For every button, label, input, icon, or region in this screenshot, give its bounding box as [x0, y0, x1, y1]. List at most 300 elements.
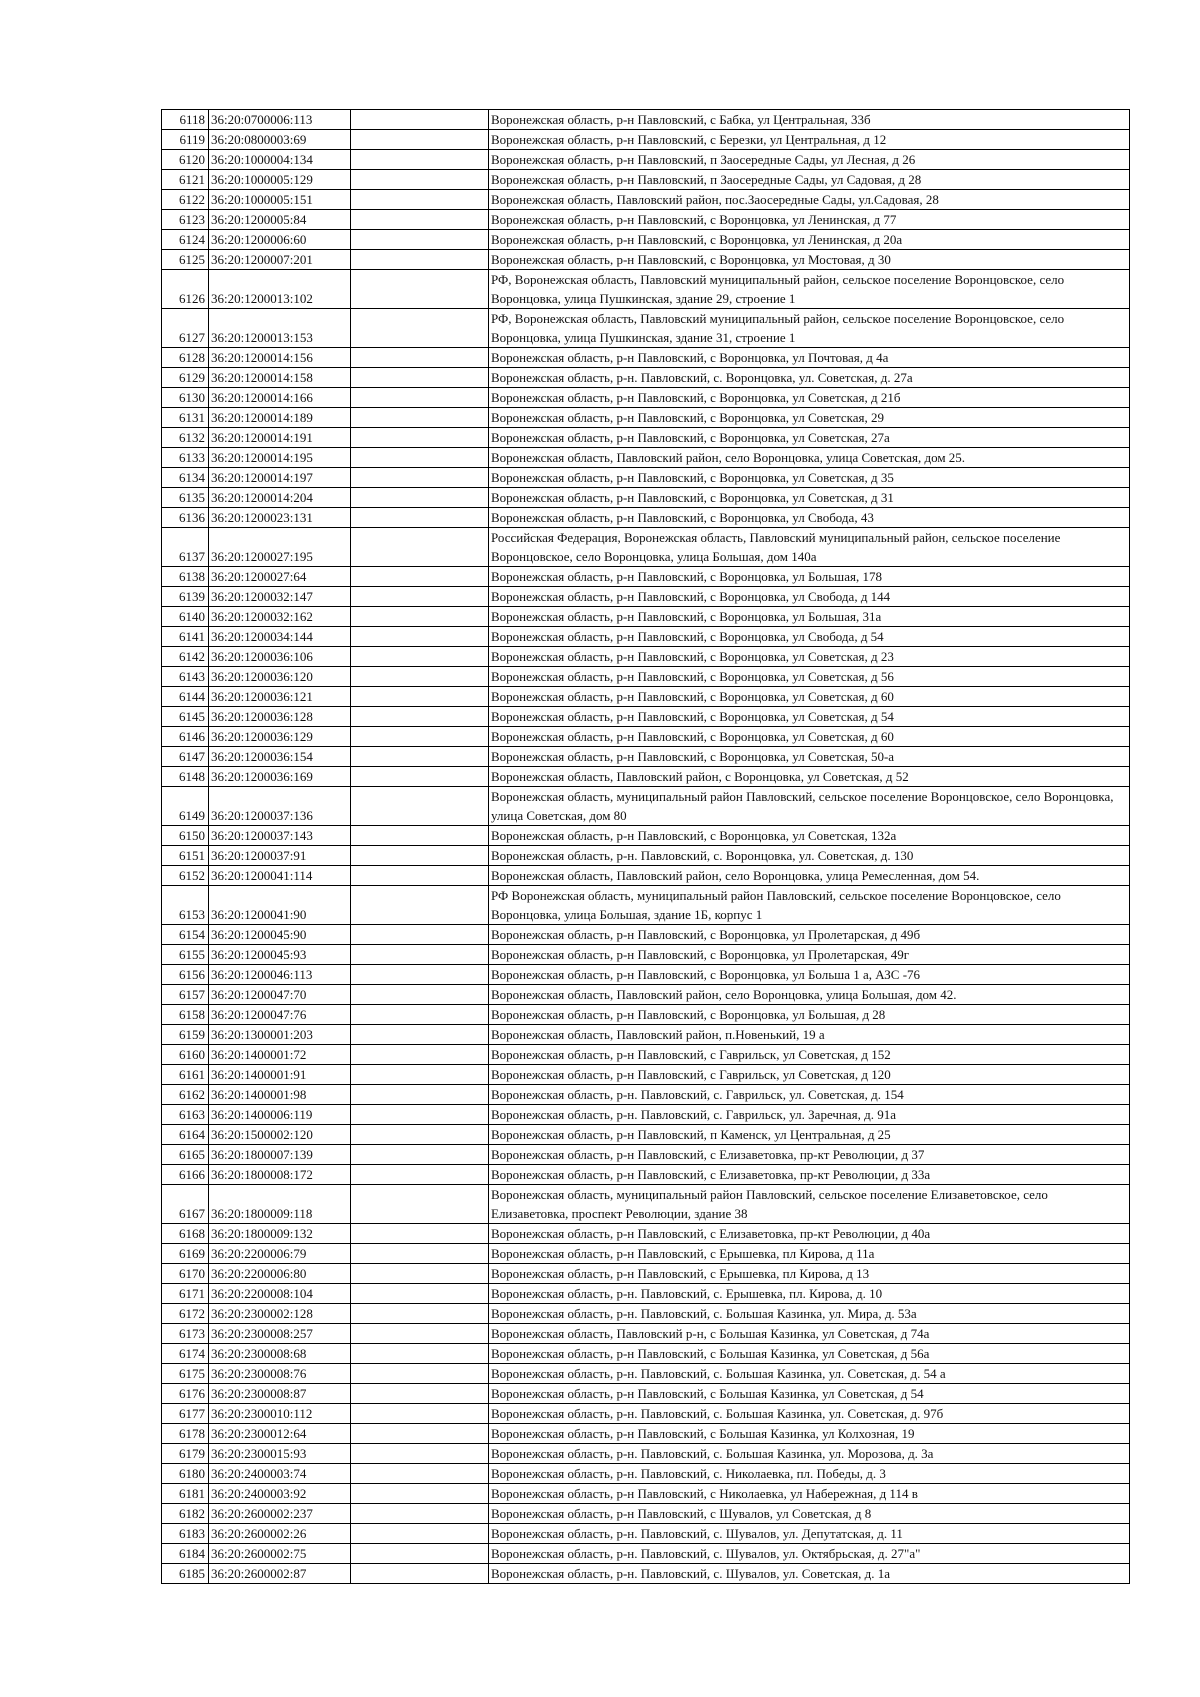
blank-cell: [351, 1105, 489, 1125]
cadastral-number-cell: 36:20:1200037:143: [209, 826, 351, 846]
row-number-cell: 6144: [162, 687, 209, 707]
blank-cell: [351, 1145, 489, 1165]
blank-cell: [351, 846, 489, 866]
row-number-cell: 6163: [162, 1105, 209, 1125]
table-row: [162, 1025, 1130, 1045]
address-cell: Воронежская область, р-н Павловский, с Воронцовка, ул Советская, д 23: [489, 647, 1130, 667]
address-cell: Воронежская область, р-н Павловский, с Березки, ул Центральная, д 12: [489, 130, 1130, 150]
row-number-cell: 6131: [162, 408, 209, 428]
table-row: [162, 1145, 1130, 1165]
blank-cell: [351, 886, 489, 925]
table-row: [162, 1105, 1130, 1125]
address-cell: Воронежская область, р-н Павловский, с Гаврильск, ул Советская, д 152: [489, 1045, 1130, 1065]
address-cell: Воронежская область, р-н Павловский, с Воронцовка, ул Ленинская, д 20а: [489, 230, 1130, 250]
cadastral-number-cell: 36:20:1200014:204: [209, 488, 351, 508]
table-row: [162, 1404, 1130, 1424]
address-cell: Воронежская область, р-н Павловский, с Воронцовка, ул Свобода, 43: [489, 508, 1130, 528]
address-cell: Воронежская область, муниципальный район Павловский, сельское поселение Елизаветовское, село Елизаветовка, проспект Революции, здание 38: [489, 1185, 1130, 1224]
table-row: [162, 1284, 1130, 1304]
address-cell: Воронежская область, р-н. Павловский, с. Гаврильск, ул. Советская, д. 154: [489, 1085, 1130, 1105]
row-number-cell: 6146: [162, 727, 209, 747]
cadastral-number-cell: 36:20:1200014:195: [209, 448, 351, 468]
table-row: [162, 388, 1130, 408]
row-number-cell: 6136: [162, 508, 209, 528]
cadastral-number-cell: 36:20:2300008:257: [209, 1324, 351, 1344]
table-row: [162, 348, 1130, 368]
cadastral-number-cell: 36:20:1200036:169: [209, 767, 351, 787]
table-row: [162, 428, 1130, 448]
address-cell: Воронежская область, р-н Павловский, с Воронцовка, ул Советская, д 31: [489, 488, 1130, 508]
row-number-cell: 6128: [162, 348, 209, 368]
cadastral-number-cell: 36:20:1200036:154: [209, 747, 351, 767]
cadastral-number-cell: 36:20:2600002:237: [209, 1504, 351, 1524]
cadastral-number-cell: 36:20:1200045:90: [209, 925, 351, 945]
row-number-cell: 6138: [162, 567, 209, 587]
address-cell: Воронежская область, р-н Павловский, п Каменск, ул Центральная, д 25: [489, 1125, 1130, 1145]
cadastral-number-cell: 36:20:1200007:201: [209, 250, 351, 270]
row-number-cell: 6149: [162, 787, 209, 826]
blank-cell: [351, 1025, 489, 1045]
blank-cell: [351, 1504, 489, 1524]
row-number-cell: 6127: [162, 309, 209, 348]
blank-cell: [351, 567, 489, 587]
table-row: [162, 1544, 1130, 1564]
cadastral-number-cell: 36:20:1200041:114: [209, 866, 351, 886]
table-row: [162, 1424, 1130, 1444]
row-number-cell: 6175: [162, 1364, 209, 1384]
row-number-cell: 6142: [162, 647, 209, 667]
address-cell: РФ, Воронежская область, Павловский муниципальный район, сельское поселение Воронцовское, село Воронцовка, улица Пушкинская, здание 31, строение 1: [489, 309, 1130, 348]
address-cell: Воронежская область, р-н Павловский, с Гаврильск, ул Советская, д 120: [489, 1065, 1130, 1085]
table-row: [162, 1005, 1130, 1025]
table-row: [162, 110, 1130, 130]
table-row: [162, 667, 1130, 687]
table-row: [162, 250, 1130, 270]
address-cell: Воронежская область, муниципальный район Павловский, сельское поселение Воронцовское, село Воронцовка, улица Советская, дом 80: [489, 787, 1130, 826]
address-cell: Воронежская область, р-н. Павловский, с. Шувалов, ул. Октябрьская, д. 27"а": [489, 1544, 1130, 1564]
blank-cell: [351, 1185, 489, 1224]
cadastral-number-cell: 36:20:1200047:70: [209, 985, 351, 1005]
row-number-cell: 6119: [162, 130, 209, 150]
blank-cell: [351, 647, 489, 667]
address-cell: Воронежская область, Павловский район, село Воронцовка, улица Большая, дом 42.: [489, 985, 1130, 1005]
blank-cell: [351, 508, 489, 528]
address-cell: Воронежская область, р-н Павловский, с Воронцовка, ул Советская, д 21б: [489, 388, 1130, 408]
cadastral-number-cell: 36:20:1200027:64: [209, 567, 351, 587]
address-cell: Воронежская область, р-н Павловский, п Заосередные Сады, ул Садовая, д 28: [489, 170, 1130, 190]
cadastral-number-cell: 36:20:2300012:64: [209, 1424, 351, 1444]
row-number-cell: 6156: [162, 965, 209, 985]
table-row: [162, 945, 1130, 965]
row-number-cell: 6150: [162, 826, 209, 846]
cadastral-number-cell: 36:20:0700006:113: [209, 110, 351, 130]
blank-cell: [351, 130, 489, 150]
blank-cell: [351, 1364, 489, 1384]
table-row: [162, 1185, 1130, 1224]
blank-cell: [351, 1284, 489, 1304]
cadastral-number-cell: 36:20:1000005:151: [209, 190, 351, 210]
address-cell: Воронежская область, р-н Павловский, с Воронцовка, ул Большая, д 28: [489, 1005, 1130, 1025]
address-cell: Российская Федерация, Воронежская область, Павловский муниципальный район, сельское поселение Воронцовское, село Воронцовка, улица Большая, дом 140а: [489, 528, 1130, 567]
address-cell: Воронежская область, р-н. Павловский, с. Шувалов, ул. Депутатская, д. 11: [489, 1524, 1130, 1544]
address-cell: Воронежская область, р-н Павловский, с Елизаветовка, пр-кт Революции, д 40а: [489, 1224, 1130, 1244]
row-number-cell: 6159: [162, 1025, 209, 1045]
blank-cell: [351, 1065, 489, 1085]
row-number-cell: 6122: [162, 190, 209, 210]
address-cell: Воронежская область, Павловский р-н, с Большая Казинка, ул Советская, д 74а: [489, 1324, 1130, 1344]
row-number-cell: 6126: [162, 270, 209, 309]
blank-cell: [351, 170, 489, 190]
cadastral-number-cell: 36:20:1200036:129: [209, 727, 351, 747]
blank-cell: [351, 388, 489, 408]
table-row: [162, 528, 1130, 567]
address-cell: Воронежская область, р-н Павловский, с Воронцовка, ул Большая, 31а: [489, 607, 1130, 627]
blank-cell: [351, 1085, 489, 1105]
blank-cell: [351, 925, 489, 945]
row-number-cell: 6184: [162, 1544, 209, 1564]
table-row: [162, 866, 1130, 886]
blank-cell: [351, 945, 489, 965]
table-row: [162, 1224, 1130, 1244]
address-cell: Воронежская область, р-н Павловский, с Воронцовка, ул Свобода, д 54: [489, 627, 1130, 647]
table-row: [162, 607, 1130, 627]
table-row: [162, 1165, 1130, 1185]
row-number-cell: 6121: [162, 170, 209, 190]
table-row: [162, 468, 1130, 488]
table-row: [162, 270, 1130, 309]
cadastral-number-cell: 36:20:1800008:172: [209, 1165, 351, 1185]
row-number-cell: 6155: [162, 945, 209, 965]
row-number-cell: 6120: [162, 150, 209, 170]
table-row: [162, 587, 1130, 607]
address-cell: Воронежская область, р-н Павловский, с Воронцовка, ул Советская, д 35: [489, 468, 1130, 488]
cadastral-number-cell: 36:20:1200014:189: [209, 408, 351, 428]
blank-cell: [351, 965, 489, 985]
row-number-cell: 6164: [162, 1125, 209, 1145]
cadastral-number-cell: 36:20:1200036:128: [209, 707, 351, 727]
address-cell: Воронежская область, р-н Павловский, с Воронцовка, ул Пролетарская, 49г: [489, 945, 1130, 965]
table-row: [162, 368, 1130, 388]
cadastral-number-cell: 36:20:2300008:87: [209, 1384, 351, 1404]
row-number-cell: 6137: [162, 528, 209, 567]
row-number-cell: 6141: [162, 627, 209, 647]
cadastral-number-cell: 36:20:1200014:158: [209, 368, 351, 388]
row-number-cell: 6160: [162, 1045, 209, 1065]
blank-cell: [351, 408, 489, 428]
row-number-cell: 6152: [162, 866, 209, 886]
row-number-cell: 6162: [162, 1085, 209, 1105]
address-cell: Воронежская область, Павловский район, с Воронцовка, ул Советская, д 52: [489, 767, 1130, 787]
cadastral-number-cell: 36:20:1400001:98: [209, 1085, 351, 1105]
cadastral-number-cell: 36:20:1200032:147: [209, 587, 351, 607]
address-cell: Воронежская область, р-н. Павловский, с. Шувалов, ул. Советская, д. 1а: [489, 1564, 1130, 1584]
row-number-cell: 6172: [162, 1304, 209, 1324]
address-cell: Воронежская область, р-н. Павловский, с. Воронцовка, ул. Советская, д. 130: [489, 846, 1130, 866]
table-row: [162, 886, 1130, 925]
row-number-cell: 6135: [162, 488, 209, 508]
address-cell: Воронежская область, р-н. Павловский, с. Большая Казинка, ул. Советская, д. 97б: [489, 1404, 1130, 1424]
row-number-cell: 6167: [162, 1185, 209, 1224]
table-row: [162, 687, 1130, 707]
blank-cell: [351, 348, 489, 368]
cadastral-number-cell: 36:20:1200027:195: [209, 528, 351, 567]
row-number-cell: 6124: [162, 230, 209, 250]
row-number-cell: 6180: [162, 1464, 209, 1484]
cadastral-number-cell: 36:20:1200034:144: [209, 627, 351, 647]
table-row: [162, 727, 1130, 747]
address-cell: Воронежская область, р-н. Павловский, с. Гаврильск, ул. Заречная, д. 91а: [489, 1105, 1130, 1125]
cadastral-number-cell: 36:20:1200047:76: [209, 1005, 351, 1025]
table-row: [162, 965, 1130, 985]
row-number-cell: 6183: [162, 1524, 209, 1544]
blank-cell: [351, 627, 489, 647]
row-number-cell: 6179: [162, 1444, 209, 1464]
table-row: [162, 647, 1130, 667]
cadastral-number-cell: 36:20:1800007:139: [209, 1145, 351, 1165]
row-number-cell: 6151: [162, 846, 209, 866]
row-number-cell: 6147: [162, 747, 209, 767]
cadastral-number-cell: 36:20:1000004:134: [209, 150, 351, 170]
table-row: [162, 1484, 1130, 1504]
cadastral-number-cell: 36:20:2200006:80: [209, 1264, 351, 1284]
table-row: [162, 787, 1130, 826]
cadastral-number-cell: 36:20:1200036:106: [209, 647, 351, 667]
blank-cell: [351, 1384, 489, 1404]
row-number-cell: 6132: [162, 428, 209, 448]
address-cell: Воронежская область, Павловский район, пос.Заосередные Сады, ул.Садовая, 28: [489, 190, 1130, 210]
address-cell: Воронежская область, р-н Павловский, с Шувалов, ул Советская, д 8: [489, 1504, 1130, 1524]
cadastral-number-cell: 36:20:0800003:69: [209, 130, 351, 150]
table-row: [162, 309, 1130, 348]
cadastral-number-cell: 36:20:1200046:113: [209, 965, 351, 985]
blank-cell: [351, 866, 489, 886]
address-cell: Воронежская область, р-н Павловский, с Воронцовка, ул Советская, 50-а: [489, 747, 1130, 767]
row-number-cell: 6177: [162, 1404, 209, 1424]
cadastral-number-cell: 36:20:1200037:136: [209, 787, 351, 826]
blank-cell: [351, 110, 489, 130]
cadastral-number-cell: 36:20:1400001:72: [209, 1045, 351, 1065]
table-row: [162, 1045, 1130, 1065]
blank-cell: [351, 1544, 489, 1564]
row-number-cell: 6145: [162, 707, 209, 727]
address-cell: Воронежская область, Павловский район, село Воронцовка, улица Советская, дом 25.: [489, 448, 1130, 468]
row-number-cell: 6161: [162, 1065, 209, 1085]
cadastral-number-cell: 36:20:1200013:153: [209, 309, 351, 348]
row-number-cell: 6130: [162, 388, 209, 408]
address-cell: Воронежская область, р-н Павловский, с Воронцовка, ул Ленинская, д 77: [489, 210, 1130, 230]
blank-cell: [351, 210, 489, 230]
cadastral-number-cell: 36:20:1800009:132: [209, 1224, 351, 1244]
cadastral-number-cell: 36:20:2300010:112: [209, 1404, 351, 1424]
blank-cell: [351, 1224, 489, 1244]
address-cell: Воронежская область, р-н. Павловский, с. Большая Казинка, ул. Морозова, д. 3а: [489, 1444, 1130, 1464]
row-number-cell: 6125: [162, 250, 209, 270]
cadastral-number-cell: 36:20:1200005:84: [209, 210, 351, 230]
table-row: [162, 150, 1130, 170]
row-number-cell: 6171: [162, 1284, 209, 1304]
blank-cell: [351, 1524, 489, 1544]
row-number-cell: 6123: [162, 210, 209, 230]
blank-cell: [351, 528, 489, 567]
cadastral-number-cell: 36:20:1200013:102: [209, 270, 351, 309]
table-row: [162, 190, 1130, 210]
blank-cell: [351, 1304, 489, 1324]
cadastral-number-cell: 36:20:1200045:93: [209, 945, 351, 965]
address-cell: РФ, Воронежская область, Павловский муниципальный район, сельское поселение Воронцовское, село Воронцовка, улица Пушкинская, здание 29, строение 1: [489, 270, 1130, 309]
blank-cell: [351, 607, 489, 627]
blank-cell: [351, 787, 489, 826]
cadastral-number-cell: 36:20:2300008:76: [209, 1364, 351, 1384]
row-number-cell: 6169: [162, 1244, 209, 1264]
cadastral-number-cell: 36:20:1500002:120: [209, 1125, 351, 1145]
cadastral-number-cell: 36:20:1200014:166: [209, 388, 351, 408]
row-number-cell: 6182: [162, 1504, 209, 1524]
table-row: [162, 210, 1130, 230]
table-row: [162, 1085, 1130, 1105]
row-number-cell: 6118: [162, 110, 209, 130]
address-cell: Воронежская область, р-н Павловский, п Заосередные Сады, ул Лесная, д 26: [489, 150, 1130, 170]
blank-cell: [351, 826, 489, 846]
blank-cell: [351, 309, 489, 348]
row-number-cell: 6166: [162, 1165, 209, 1185]
table-row: [162, 488, 1130, 508]
address-cell: Воронежская область, р-н Павловский, с Воронцовка, ул Мостовая, д 30: [489, 250, 1130, 270]
cadastral-number-cell: 36:20:1000005:129: [209, 170, 351, 190]
blank-cell: [351, 428, 489, 448]
cadastral-number-cell: 36:20:2400003:74: [209, 1464, 351, 1484]
address-cell: Воронежская область, р-н Павловский, с Воронцовка, ул Больша 1 а, АЗС -76: [489, 965, 1130, 985]
row-number-cell: 6133: [162, 448, 209, 468]
row-number-cell: 6185: [162, 1564, 209, 1584]
blank-cell: [351, 1424, 489, 1444]
blank-cell: [351, 1045, 489, 1065]
row-number-cell: 6174: [162, 1344, 209, 1364]
table-row: [162, 747, 1130, 767]
blank-cell: [351, 488, 489, 508]
address-cell: Воронежская область, р-н Павловский, с Воронцовка, ул Советская, 29: [489, 408, 1130, 428]
address-cell: Воронежская область, р-н Павловский, с Ерышевка, пл Кирова, д 13: [489, 1264, 1130, 1284]
table-row: [162, 707, 1130, 727]
table-row: [162, 1364, 1130, 1384]
table-row: [162, 846, 1130, 866]
cadastral-number-cell: 36:20:2200006:79: [209, 1244, 351, 1264]
cadastral-number-cell: 36:20:1200036:120: [209, 667, 351, 687]
cadastral-number-cell: 36:20:2600002:75: [209, 1544, 351, 1564]
row-number-cell: 6170: [162, 1264, 209, 1284]
table-row: [162, 1464, 1130, 1484]
address-cell: Воронежская область, р-н Павловский, с Николаевка, ул Набережная, д 114 в: [489, 1484, 1130, 1504]
row-number-cell: 6168: [162, 1224, 209, 1244]
address-cell: Воронежская область, р-н Павловский, с Воронцовка, ул Советская, д 60: [489, 687, 1130, 707]
cadastral-number-cell: 36:20:1400006:119: [209, 1105, 351, 1125]
blank-cell: [351, 368, 489, 388]
address-cell: Воронежская область, р-н Павловский, с Большая Казинка, ул Советская, д 54: [489, 1384, 1130, 1404]
address-cell: Воронежская область, р-н Павловский, с Воронцовка, ул Советская, 27а: [489, 428, 1130, 448]
address-cell: Воронежская область, р-н Павловский, с Ерышевка, пл Кирова, д 11а: [489, 1244, 1130, 1264]
row-number-cell: 6165: [162, 1145, 209, 1165]
address-cell: Воронежская область, р-н Павловский, с Елизаветовка, пр-кт Революции, д 33а: [489, 1165, 1130, 1185]
cadastral-number-cell: 36:20:1200037:91: [209, 846, 351, 866]
cadastral-number-cell: 36:20:1200036:121: [209, 687, 351, 707]
blank-cell: [351, 1125, 489, 1145]
address-cell: Воронежская область, Павловский район, село Воронцовка, улица Ремесленная, дом 54.: [489, 866, 1130, 886]
cadastral-number-cell: 36:20:1200014:156: [209, 348, 351, 368]
address-cell: Воронежская область, р-н Павловский, с Воронцовка, ул Большая, 178: [489, 567, 1130, 587]
address-cell: Воронежская область, р-н Павловский, с Большая Казинка, ул Советская, д 56а: [489, 1344, 1130, 1364]
address-cell: Воронежская область, р-н Павловский, с Елизаветовка, пр-кт Революции, д 37: [489, 1145, 1130, 1165]
table-row: [162, 1304, 1130, 1324]
blank-cell: [351, 1444, 489, 1464]
row-number-cell: 6157: [162, 985, 209, 1005]
blank-cell: [351, 448, 489, 468]
blank-cell: [351, 1484, 489, 1504]
address-cell: Воронежская область, р-н. Павловский, с. Воронцовка, ул. Советская, д. 27а: [489, 368, 1130, 388]
blank-cell: [351, 767, 489, 787]
blank-cell: [351, 270, 489, 309]
address-cell: Воронежская область, р-н Павловский, с Воронцовка, ул Свобода, д 144: [489, 587, 1130, 607]
cadastral-number-cell: 36:20:2200008:104: [209, 1284, 351, 1304]
blank-cell: [351, 667, 489, 687]
blank-cell: [351, 1404, 489, 1424]
blank-cell: [351, 727, 489, 747]
table-row: [162, 1324, 1130, 1344]
cadastral-number-cell: 36:20:2300002:128: [209, 1304, 351, 1324]
table-row: [162, 230, 1130, 250]
row-number-cell: 6129: [162, 368, 209, 388]
table-row: [162, 448, 1130, 468]
table-row: [162, 1564, 1130, 1584]
table-row: [162, 925, 1130, 945]
row-number-cell: 6153: [162, 886, 209, 925]
table-row: [162, 767, 1130, 787]
row-number-cell: 6154: [162, 925, 209, 945]
blank-cell: [351, 985, 489, 1005]
address-cell: Воронежская область, р-н Павловский, с Бабка, ул Центральная, 33б: [489, 110, 1130, 130]
address-cell: Воронежская область, р-н Павловский, с Воронцовка, ул Советская, д 54: [489, 707, 1130, 727]
blank-cell: [351, 190, 489, 210]
blank-cell: [351, 687, 489, 707]
table-row: [162, 826, 1130, 846]
address-cell: Воронежская область, р-н. Павловский, с. Николаевка, пл. Победы, д. 3: [489, 1464, 1130, 1484]
cadastral-number-cell: 36:20:1300001:203: [209, 1025, 351, 1045]
blank-cell: [351, 1244, 489, 1264]
blank-cell: [351, 1264, 489, 1284]
blank-cell: [351, 747, 489, 767]
blank-cell: [351, 250, 489, 270]
cadastral-number-cell: 36:20:2400003:92: [209, 1484, 351, 1504]
blank-cell: [351, 468, 489, 488]
row-number-cell: 6181: [162, 1484, 209, 1504]
row-number-cell: 6173: [162, 1324, 209, 1344]
cadastral-number-cell: 36:20:1200006:60: [209, 230, 351, 250]
cadastral-number-cell: 36:20:1200041:90: [209, 886, 351, 925]
cadastral-number-cell: 36:20:1200023:131: [209, 508, 351, 528]
address-cell: Воронежская область, р-н Павловский, с Воронцовка, ул Советская, д 56: [489, 667, 1130, 687]
address-cell: Воронежская область, р-н Павловский, с Большая Казинка, ул Колхозная, 19: [489, 1424, 1130, 1444]
cadastral-number-cell: 36:20:1200014:197: [209, 468, 351, 488]
table-row: [162, 1384, 1130, 1404]
row-number-cell: 6176: [162, 1384, 209, 1404]
blank-cell: [351, 1005, 489, 1025]
address-cell: Воронежская область, р-н. Павловский, с. Ерышевка, пл. Кирова, д. 10: [489, 1284, 1130, 1304]
address-cell: Воронежская область, р-н. Павловский, с. Большая Казинка, ул. Мира, д. 53а: [489, 1304, 1130, 1324]
cadastral-number-cell: 36:20:2300008:68: [209, 1344, 351, 1364]
blank-cell: [351, 1464, 489, 1484]
table-row: [162, 1244, 1130, 1264]
table-row: [162, 1504, 1130, 1524]
row-number-cell: 6148: [162, 767, 209, 787]
table-row: [162, 1344, 1130, 1364]
